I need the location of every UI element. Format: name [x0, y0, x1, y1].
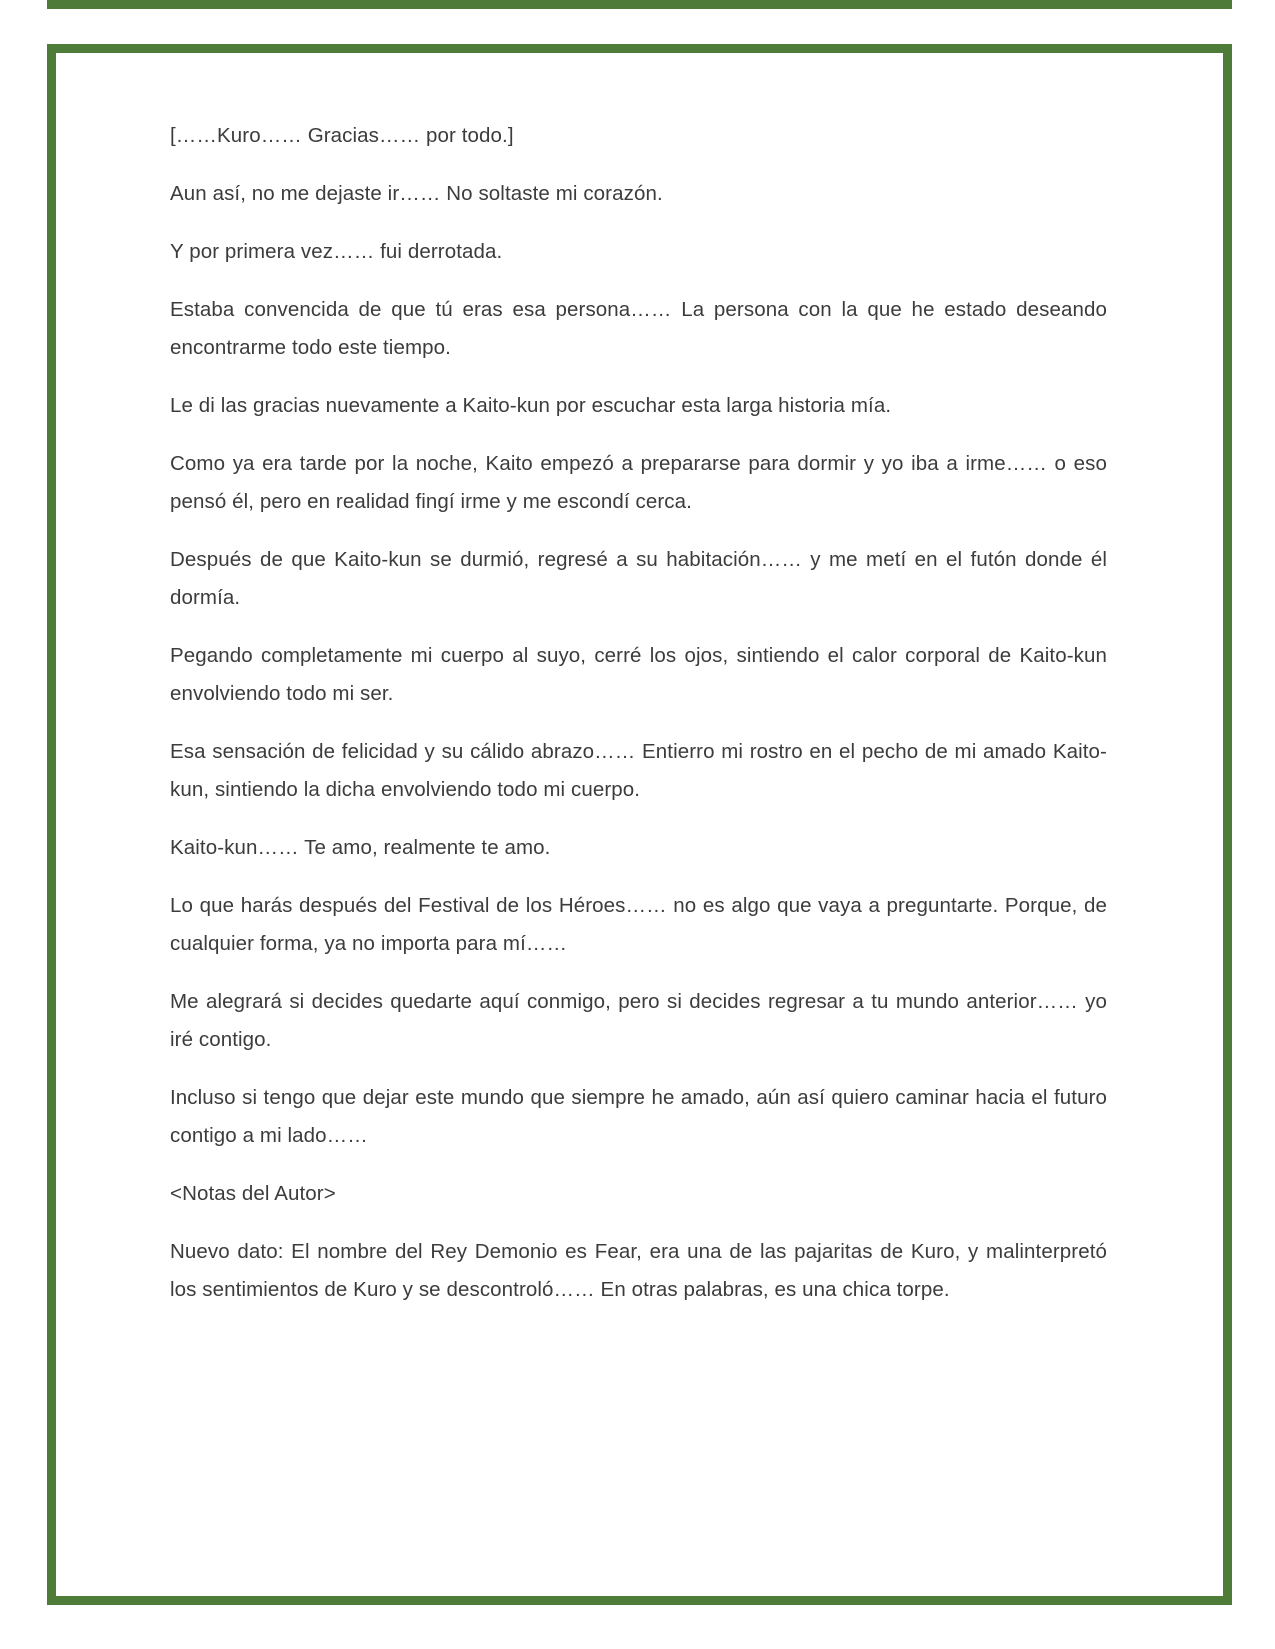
- paragraph: Incluso si tengo que dejar este mundo que siempre he amado, aún así quiero caminar hacia el futuro contigo a mi lado……: [170, 1086, 1107, 1147]
- paragraph: Y por primera vez…… fui derrotada.: [170, 240, 503, 263]
- paragraph: Como ya era tarde por la noche, Kaito empezó a prepararse para dormir y yo iba a irme…… o eso pensó él, pero en realidad fingí irme y me escondí cerca.: [170, 452, 1107, 513]
- previous-page-border-edge: [47, 0, 1232, 9]
- paragraph: Pegando completamente mi cuerpo al suyo, cerré los ojos, sintiendo el calor corporal de Kaito-kun envolviendo todo mi ser.: [170, 644, 1107, 705]
- author-notes-paragraph: Nuevo dato: El nombre del Rey Demonio es Fear, era una de las pajaritas de Kuro, y malinterpretó los sentimientos de Kuro y se descontroló…… En otras palabras, es una chica torpe.: [170, 1240, 1107, 1301]
- author-notes-heading: <Notas del Autor>: [170, 1182, 336, 1205]
- paragraph: Esa sensación de felicidad y su cálido abrazo…… Entierro mi rostro en el pecho de mi amado Kaito-kun, sintiendo la dicha envolviendo todo mi cuerpo.: [170, 740, 1107, 801]
- paragraph: Aun así, no me dejaste ir…… No soltaste mi corazón.: [170, 182, 663, 205]
- paragraph: Me alegrará si decides quedarte aquí conmigo, pero si decides regresar a tu mundo anterior…… yo iré contigo.: [170, 990, 1107, 1051]
- paragraph: [……Kuro…… Gracias…… por todo.]: [170, 124, 514, 147]
- paragraph: Kaito-kun…… Te amo, realmente te amo.: [170, 836, 551, 859]
- document-body: [56, 53, 1223, 1309]
- paragraph: Estaba convencida de que tú eras esa persona…… La persona con la que he estado deseando encontrarme todo este tiempo.: [170, 298, 1107, 359]
- paragraph: Le di las gracias nuevamente a Kaito-kun por escuchar esta larga historia mía.: [170, 394, 892, 417]
- paragraph: Después de que Kaito-kun se durmió, regresé a su habitación…… y me metí en el futón donde él dormía.: [170, 548, 1107, 609]
- paragraph: Lo que harás después del Festival de los Héroes…… no es algo que vaya a preguntarte. Porque, de cualquier forma, ya no importa para mí……: [170, 894, 1107, 955]
- document-page-frame: [47, 44, 1232, 1605]
